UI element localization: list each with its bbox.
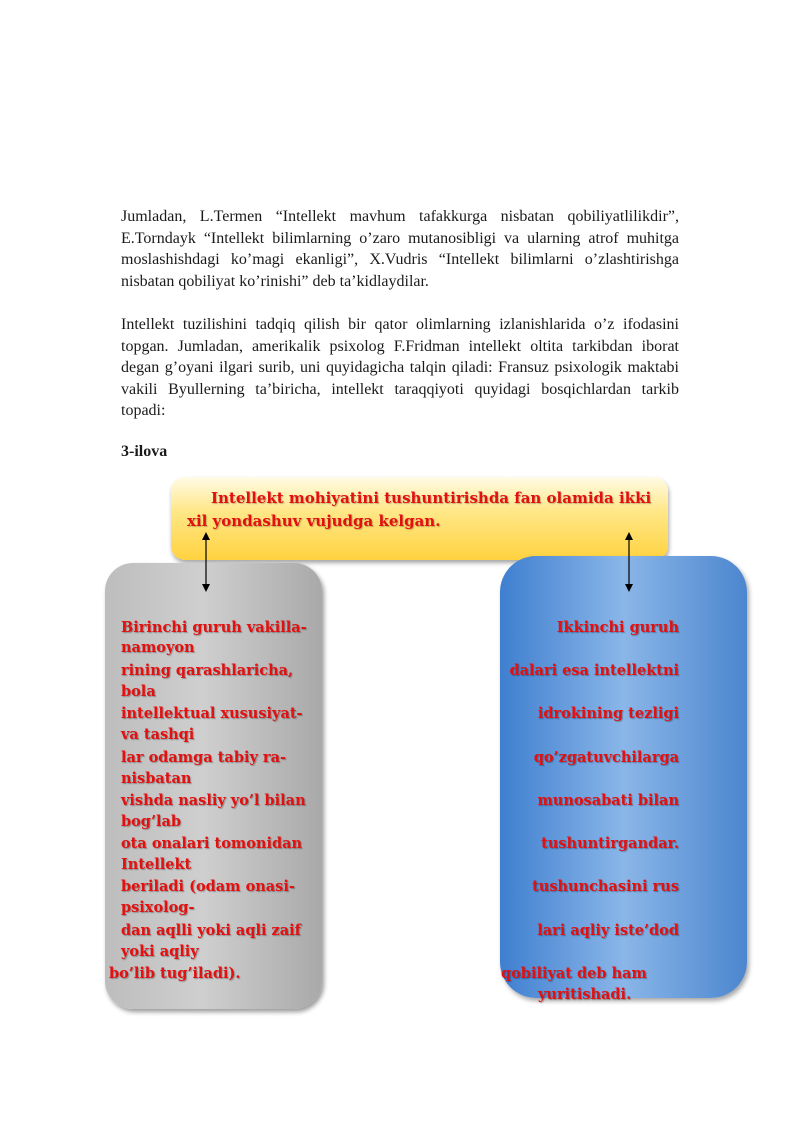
right-box-line: yuritishadi.: [538, 986, 632, 1003]
right-box-line: tushuntirgandar.: [541, 835, 679, 852]
right-box-line: qobiliyat deb ham: [501, 965, 647, 982]
right-box-line: dalari esa intellektni: [509, 662, 679, 679]
right-box-line: lari aqliy iste’dod: [537, 922, 679, 939]
right-box-line: idrokining tezligi: [537, 705, 679, 722]
right-connector-arrow: [621, 532, 637, 592]
left-box-line: bola: [121, 683, 156, 700]
left-box-line: dan aqlli yoki aqli zaif: [121, 922, 301, 939]
left-box-line: beriladi (odam onasi-: [121, 878, 295, 895]
left-box-line: va tashqi: [121, 726, 195, 743]
right-box-line: qo’zgatuvchilarga: [533, 749, 679, 766]
diagram-top-text: Intellekt mohiyatini tushuntirishda fan olamida ikki xil yondashuv vujudga kelgan.: [187, 489, 652, 530]
left-box-line: nisbatan: [121, 770, 192, 787]
left-box-line: Intellekt: [121, 856, 192, 873]
left-box-line: Birinchi guruh vakilla-: [121, 619, 307, 636]
left-box-line: ota onalari tomonidan: [121, 835, 303, 852]
right-box-line: munosabati bilan: [537, 792, 679, 809]
left-box-line: namoyon: [121, 639, 195, 656]
left-box-line: psixolog-: [121, 899, 195, 916]
paragraph-definitions: Jumladan, L.Termen “Intellekt mavhum tafakkurga nisbatan qobiliyatlilikdir”, E.Torndayk “Intellekt bilimlarning o’zaro mutanosibligi va ularning atrof muhitga moslashishdagi ko’magi ekanligi”, X.Vudris “Intellekt bilimlarni o’zlashtirishga nisbatan qobiliyat ko’rinishi” deb ta’kidlaydilar.: [121, 208, 679, 290]
left-box-line: vishda nasliy yo’l bilan: [121, 792, 306, 809]
appendix-heading: 3-ilova: [121, 443, 168, 460]
left-box-line: bog’lab: [121, 813, 182, 830]
left-box-line: rining qarashlaricha,: [121, 662, 294, 679]
left-box-line: bo’lib tug’iladi).: [109, 965, 241, 982]
left-box-line: yoki aqliy: [121, 943, 199, 960]
right-box-line: tushunchasini rus: [532, 878, 679, 895]
left-box-line: lar odamga tabiy ra-: [121, 749, 286, 766]
left-box-line: intellektual xususiyat-: [121, 705, 303, 722]
left-connector-arrow: [198, 532, 214, 592]
right-box-line: Ikkinchi guruh: [556, 619, 679, 636]
paragraph-structure: Intellekt tuzilishini tadqiq qilish bir qator olimlarning izlanishlarida o’z ifodasini topgan. Jumladan, amerikalik psixolog F.Fridman intellekt oltita tarkibdan iborat degan g’oyani ilgari surib, uni quyidagicha talqin qiladi: Fransuz psixologik maktabi vakili Byullerning ta’biricha, intellekt taraqqiyoti quyidagi bosqichlardan tarkib topadi:: [121, 316, 679, 420]
